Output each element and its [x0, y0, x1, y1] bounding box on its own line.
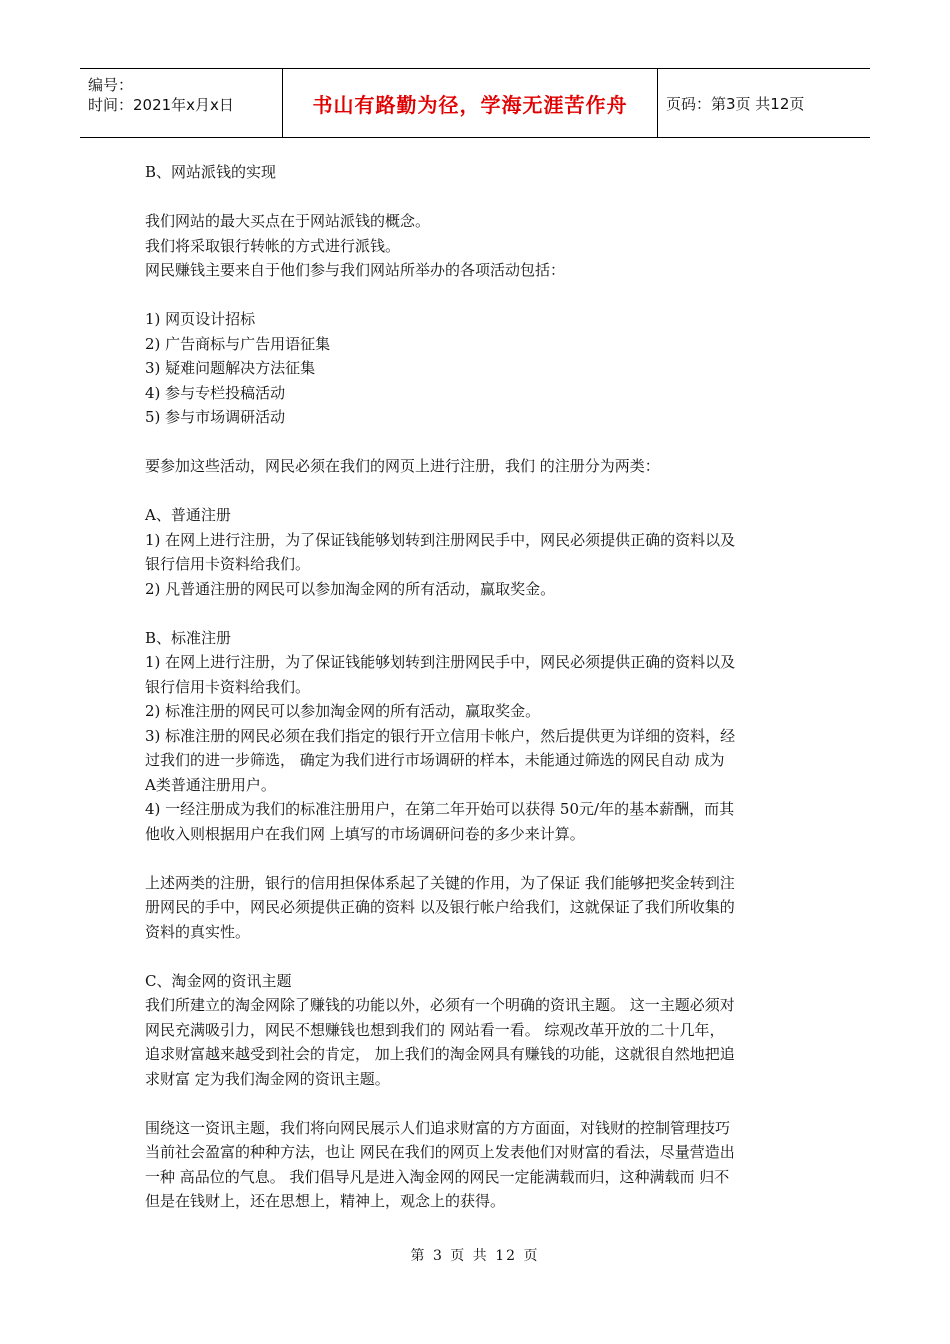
page-footer: 第 3 页 共 12 页 — [410, 1248, 540, 1264]
body-text-line: 我们网站的最大买点在于网站派钱的概念。 — [145, 212, 431, 230]
page-header — [80, 68, 870, 138]
body-text-line: 资料的真实性。 — [145, 922, 251, 941]
document-body — [145, 160, 810, 1214]
body-text-line: 追求财富越来越受到社会的肯定， 加上我们的淘金网具有赚钱的功能，这就很自然地把追 — [145, 1045, 735, 1063]
body-text-line: B、网站派钱的实现 — [145, 163, 277, 181]
body-text-line: 4) 参与专栏投稿活动 — [145, 383, 286, 402]
body-text-line: 银行信用卡资料给我们。 — [145, 555, 311, 573]
body-text-line: 求财富 定为我们淘金网的资讯主题。 — [145, 1069, 390, 1088]
body-text-line: 要参加这些活动，网民必须在我们的网页上进行注册，我们 的注册分为两类： — [145, 457, 660, 475]
body-text-line: 2) 标准注册的网民可以参加淘金网的所有活动，赢取奖金。 — [145, 702, 541, 720]
paragraph-gap — [145, 1091, 810, 1116]
body-text-line: 银行信用卡资料给我们。 — [145, 677, 311, 696]
body-text-line: 一种 高品位的气息。 我们倡导凡是进入淘金网的网民一定能满载而归，这种满载而 归不 — [145, 1167, 730, 1186]
body-text-line: 但是在钱财上，还在思想上，精神上，观念上的获得。 — [145, 1192, 506, 1210]
body-text-line: B、标准注册 — [145, 628, 232, 647]
body-text-line: 我们将采取银行转帐的方式进行派钱。 — [145, 236, 401, 255]
paragraph-gap — [145, 601, 810, 626]
body-text-line: 2) 凡普通注册的网民可以参加淘金网的所有活动，赢取奖金。 — [145, 579, 556, 598]
header-meta — [80, 69, 283, 137]
header-page-number: 页码：第3页 共12页 — [666, 94, 805, 113]
paragraph-gap — [145, 479, 810, 504]
paragraph-gap — [145, 283, 810, 308]
body-text-line: 围绕这一资讯主题，我们将向网民展示人们追求财富的方方面面，对钱财的控制管理技巧 — [145, 1118, 731, 1137]
body-text-line: 网民充满吸引力，网民不想赚钱也想到我们的 网站看一看。 综观改革开放的二十几年， — [145, 1020, 725, 1039]
body-text-line: 1) 网页设计招标 — [145, 310, 256, 328]
body-text-line: 册网民的手中，网民必须提供正确的资料 以及银行帐户给我们，这就保证了我们所收集的 — [145, 898, 735, 916]
body-text-line: 当前社会盈富的种种方法，也让 网民在我们的网页上发表他们对财富的看法，尽量营造出 — [145, 1143, 735, 1161]
paragraph-gap — [145, 185, 810, 210]
body-text-line: 4) 一经注册成为我们的标准注册用户，在第二年开始可以获得 50元/年的基本薪酬，而其 — [145, 800, 735, 818]
body-text-line: 2) 广告商标与广告用语征集 — [145, 334, 331, 353]
body-text-line: 上述两类的注册，银行的信用担保体系起了关键的作用，为了保证 我们能够把奖金转到注 — [145, 873, 735, 892]
body-text-line: 网民赚钱主要来自于他们参与我们网站所举办的各项活动包括： — [145, 261, 566, 279]
body-text-line: 5) 参与市场调研活动 — [145, 408, 286, 426]
body-text-line: A类普通注册用户。 — [145, 775, 276, 794]
body-text-line: 他收入则根据用户在我们网 上填写的市场调研问卷的多少来计算。 — [145, 824, 585, 843]
body-text-line: 过我们的进一步筛选， 确定为我们进行市场调研的样本，未能通过筛选的网民自动 成为 — [145, 751, 725, 769]
header-motto: 书山有路勤为径，学海无涯苦作舟 — [283, 69, 658, 137]
body-text-line: 3) 标准注册的网民必须在我们指定的银行开立信用卡帐户，然后提供更为详细的资料，经 — [145, 726, 736, 745]
paragraph-gap — [145, 944, 810, 969]
body-text-line: 我们所建立的淘金网除了赚钱的功能以外，必须有一个明确的资讯主题。 这一主题必须对 — [145, 996, 735, 1014]
body-text-line: 1) 在网上进行注册，为了保证钱能够划转到注册网民手中，网民必须提供正确的资料以及 — [145, 653, 736, 671]
body-text-line: C、淘金网的资讯主题 — [145, 971, 292, 990]
document-date: 时间：2021年x月x日 — [88, 96, 234, 114]
body-text-line: 3) 疑难问题解决方法征集 — [145, 359, 316, 377]
body-text-line: 1) 在网上进行注册，为了保证钱能够划转到注册网民手中，网民必须提供正确的资料以及 — [145, 530, 736, 549]
paragraph-gap — [145, 430, 810, 455]
paragraph-gap — [145, 846, 810, 871]
body-text-line: A、普通注册 — [145, 506, 231, 524]
document-number-label: 编号： — [88, 76, 134, 94]
